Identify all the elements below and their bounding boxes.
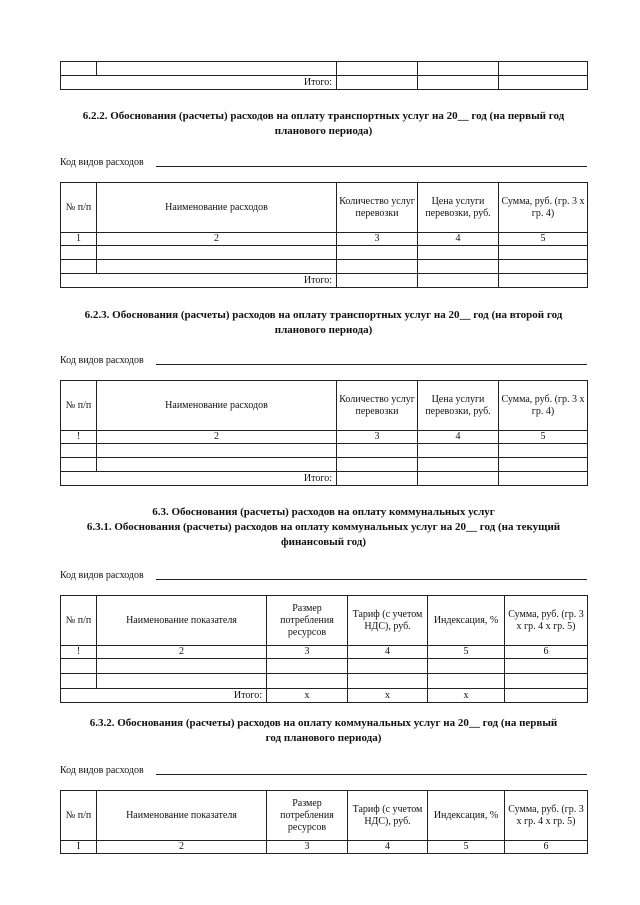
- utility-costs-table-1: [60, 595, 588, 703]
- col-header-quantity: Количество услуг перевозки: [337, 183, 418, 233]
- column-number-row: ! 2 3 4 5 6: [61, 646, 588, 659]
- prev-table-fragment: [60, 61, 588, 90]
- col-header-number: № п/п: [61, 791, 97, 841]
- col-header-indexation: Индексация, %: [428, 596, 505, 646]
- section-heading-6-3: 6.3. Обоснования (расчеты) расходов на оплату коммунальных услуг: [152, 506, 495, 518]
- col-header-quantity: Количество услуг перевозки: [337, 381, 418, 431]
- col-header-number: № п/п: [61, 381, 97, 431]
- table-row: [61, 444, 588, 458]
- x-mark: х: [428, 689, 505, 703]
- total-label: Итого:: [61, 689, 267, 703]
- col-header-consumption: Размер потребления ресурсов: [267, 791, 348, 841]
- x-mark: х: [267, 689, 348, 703]
- col-header-sum: Сумма, руб. (гр. 3 х гр. 4): [499, 381, 588, 431]
- expense-code-field: Код видов расходов: [60, 156, 587, 169]
- total-row: [61, 76, 588, 90]
- col-header-price: Цена услуги перевозки, руб.: [418, 381, 499, 431]
- table-row: [61, 260, 588, 274]
- section-heading-6-2-3: 6.2.3. Обоснования (расчеты) расходов на оплату транспортных услуг на 20__ год (на второй год планового периода): [84, 309, 563, 336]
- utility-costs-table-2: [60, 790, 588, 854]
- table-header-row: [61, 183, 588, 233]
- total-label: Итого:: [61, 274, 337, 288]
- expense-code-line: [156, 364, 587, 365]
- total-row: [61, 689, 588, 703]
- x-mark: х: [348, 689, 428, 703]
- total-row: [61, 274, 588, 288]
- column-number-row: I 2 3 4 5 6: [61, 841, 588, 854]
- section-heading-6-2-2: 6.2.2. Обоснования (расчеты) расходов на оплату транспортных услуг на 20__ год (на первый год планового периода): [82, 110, 565, 137]
- total-label: Итого:: [61, 472, 337, 486]
- col-header-sum: Сумма, руб. (гр. 3 х гр. 4 х гр. 5): [505, 791, 588, 841]
- col-header-number: № п/п: [61, 596, 97, 646]
- expense-code-line: [156, 166, 587, 167]
- col-header-sum: Сумма, руб. (гр. 3 х гр. 4 х гр. 5): [505, 596, 588, 646]
- col-header-number: № п/п: [61, 183, 97, 233]
- table-row: [61, 674, 588, 689]
- transport-costs-table-2: [60, 380, 588, 486]
- expense-code-field: Код видов расходов: [60, 764, 587, 777]
- expense-code-line: [156, 579, 587, 580]
- column-number-row: ! 2 3 4 5: [61, 431, 588, 444]
- table-row: [61, 62, 588, 76]
- expense-code-field: Код видов расходов: [60, 354, 587, 367]
- table-row: [61, 246, 588, 260]
- col-header-indicator: Наименование показателя: [97, 596, 267, 646]
- col-header-indexation: Индексация, %: [428, 791, 505, 841]
- col-header-tariff: Тариф (с учетом НДС), руб.: [348, 791, 428, 841]
- col-header-name: Наименование расходов: [97, 381, 337, 431]
- total-row: [61, 472, 588, 486]
- col-header-consumption: Размер потребления ресурсов: [267, 596, 348, 646]
- expense-code-line: [156, 774, 587, 775]
- col-header-tariff: Тариф (с учетом НДС), руб.: [348, 596, 428, 646]
- section-heading-6-3-1: 6.3.1. Обоснования (расчеты) расходов на оплату коммунальных услуг на 20__ год (на текущий финансовый год): [86, 521, 561, 548]
- table-header-row: [61, 791, 588, 841]
- transport-costs-table-1: [60, 182, 588, 288]
- table-row: [61, 659, 588, 674]
- table-header-row: [61, 381, 588, 431]
- section-heading-6-3-2: 6.3.2. Обоснования (расчеты) расходов на оплату коммунальных услуг на 20__ год (на первый год планового периода): [89, 717, 558, 744]
- table-row: [61, 458, 588, 472]
- table-header-row: [61, 596, 588, 646]
- column-number-row: 1 2 3 4 5: [61, 233, 588, 246]
- expense-code-field: Код видов расходов: [60, 569, 587, 582]
- col-header-name: Наименование расходов: [97, 183, 337, 233]
- col-header-indicator: Наименование показателя: [97, 791, 267, 841]
- col-header-price: Цена услуги перевозки, руб.: [418, 183, 499, 233]
- total-label: Итого:: [61, 76, 337, 90]
- col-header-sum: Сумма, руб. (гр. 3 х гр. 4): [499, 183, 588, 233]
